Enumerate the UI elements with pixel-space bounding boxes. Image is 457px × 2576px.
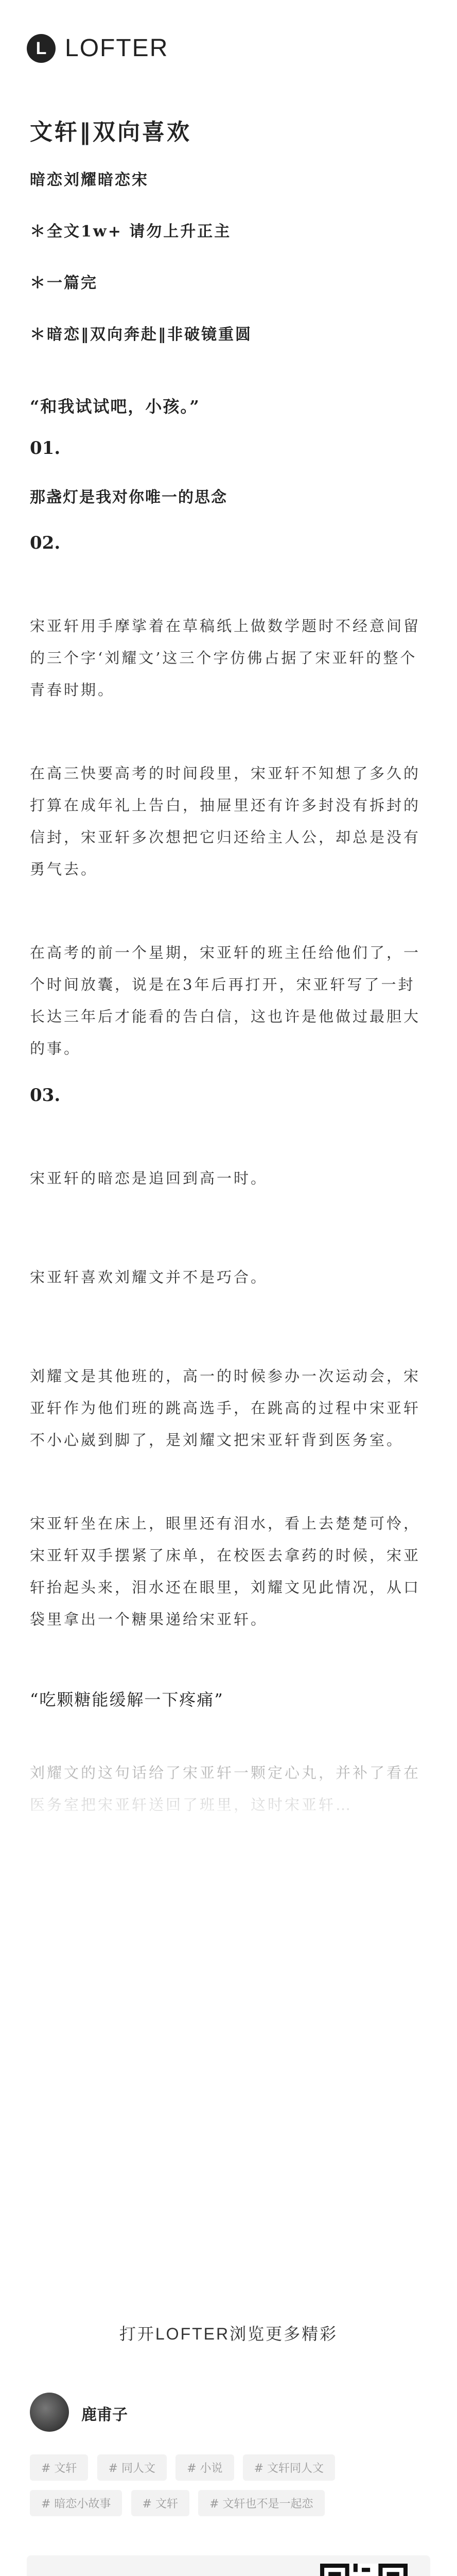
article-meta-3: ＊暗恋‖双向奔赴‖非破镜重圆 bbox=[30, 326, 252, 344]
app-header bbox=[0, 0, 457, 103]
tag-list bbox=[30, 2454, 427, 2526]
article-body bbox=[30, 113, 427, 1821]
lofter-logo-icon[interactable]: L bbox=[27, 34, 56, 63]
article-meta-2: ＊一篇完 bbox=[30, 274, 98, 292]
paragraph: 宋亚轩的暗恋是追回到高一时。 bbox=[30, 1170, 268, 1187]
author-row[interactable] bbox=[30, 2391, 427, 2437]
tag[interactable]: # 文轩同人文 bbox=[243, 2454, 335, 2481]
inline-quote: “吃颗糖能缓解一下疼痛” bbox=[30, 1690, 224, 1709]
section-number-1: 01. bbox=[30, 438, 61, 459]
section-number-3: 03. bbox=[30, 1085, 61, 1106]
tag[interactable]: # 文轩也不是一起恋 bbox=[198, 2490, 324, 2516]
paragraph: 在高考的前一个星期，宋亚轩的班主任给他们了，一个时间放囊，说是在3年后再打开，宋亚轩写了一封长达三年后才能看的告白信，这也许是他做过最胆大的事。 bbox=[30, 944, 421, 1057]
opening-quote: “和我试试吧，小孩。” bbox=[30, 397, 200, 416]
tag[interactable]: # 文轩 bbox=[30, 2454, 88, 2481]
download-banner[interactable] bbox=[27, 2555, 430, 2576]
article-subtitle: 暗恋刘耀暗恋宋 bbox=[30, 171, 149, 189]
article-title: 文轩‖双向喜欢 bbox=[30, 119, 191, 145]
paragraph: 刘耀文是其他班的，高一的时候参办一次运动会，宋亚轩作为他们班的跳高选手，在跳高的过程中宋亚轩不小心崴到脚了，是刘耀文把宋亚轩背到医务室。 bbox=[30, 1367, 421, 1449]
paragraph: 在高三快要高考的时间段里，宋亚轩不知想了多久的打算在成年礼上告白，抽屉里还有许多封没有拆封的信封，宋亚轩多次想把它归还给主人公，却总是没有勇气去。 bbox=[30, 765, 421, 878]
open-app-button[interactable]: 打开LOFTER浏览更多精彩 bbox=[0, 2308, 457, 2360]
section-number-2: 02. bbox=[30, 533, 61, 553]
author-name[interactable]: 鹿甫子 bbox=[81, 2406, 128, 2424]
section-heading-1: 那盏灯是我对你唯一的思念 bbox=[30, 488, 227, 506]
qr-code-icon[interactable] bbox=[320, 2564, 408, 2576]
tag[interactable]: # 同人文 bbox=[97, 2454, 167, 2481]
paragraph: 宋亚轩坐在床上，眼里还有泪水，看上去楚楚可怜，宋亚轩双手摆紧了床单，在校医去拿药的时候，宋亚轩抬起头来，泪水还在眼里，刘耀文见此情况，从口袋里拿出一个糖果递给宋亚轩。 bbox=[30, 1515, 421, 1628]
tag[interactable]: # 小说 bbox=[175, 2454, 234, 2481]
article-meta-1: ＊全文1w+ 请勿上升正主 bbox=[30, 223, 232, 241]
lofter-logo-text[interactable]: LOFTER bbox=[65, 35, 169, 62]
tag[interactable]: # 文轩 bbox=[131, 2490, 189, 2516]
fade-overlay bbox=[30, 1757, 427, 1821]
paragraph: 宋亚轩用手摩挲着在草稿纸上做数学题时不经意间留的三个字‘刘耀文’这三个字仿佛占据了宋亚轩的整个青春时期。 bbox=[30, 617, 421, 699]
avatar[interactable] bbox=[30, 2393, 69, 2432]
tag[interactable]: # 暗恋小故事 bbox=[30, 2490, 122, 2516]
paragraph: 宋亚轩喜欢刘耀文并不是巧合。 bbox=[30, 1268, 268, 1286]
truncated-content bbox=[30, 1757, 427, 1821]
